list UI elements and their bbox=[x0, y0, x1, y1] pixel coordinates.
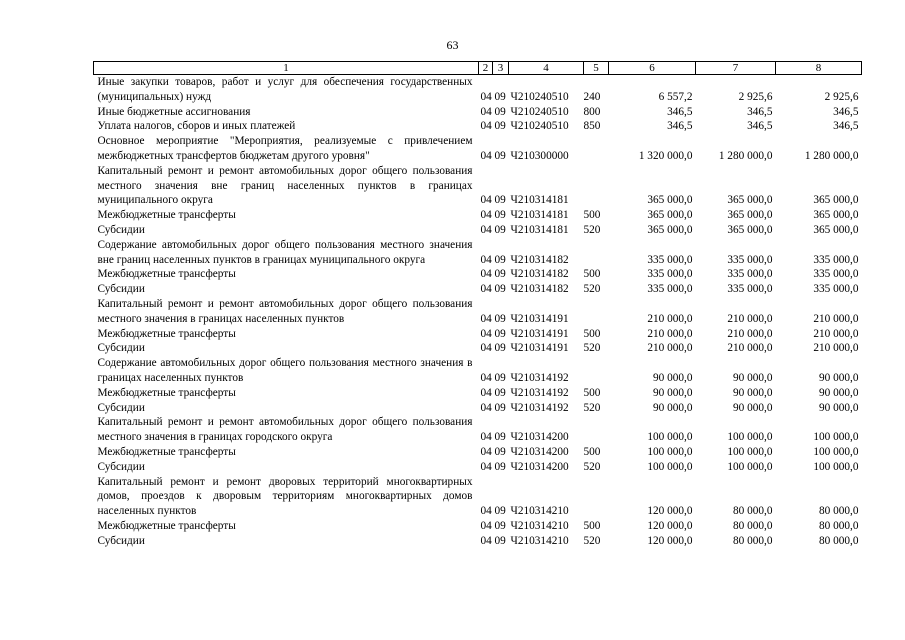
row-expense-type: 520 bbox=[583, 401, 601, 414]
row-subsection: 09 bbox=[494, 342, 506, 355]
table-row bbox=[94, 415, 862, 445]
table-row bbox=[94, 164, 862, 208]
table-row bbox=[94, 460, 862, 475]
row-expense-type: 520 bbox=[583, 223, 601, 236]
row-section: 04 bbox=[480, 401, 492, 414]
row-amount-year-1: 335 000,0 bbox=[647, 268, 693, 281]
row-expense-type bbox=[584, 134, 609, 164]
row-expense-type: 800 bbox=[583, 105, 601, 118]
table-row bbox=[94, 223, 862, 238]
row-name: Субсидии bbox=[97, 401, 145, 414]
row-expense-type bbox=[584, 356, 609, 386]
row-section: 04 bbox=[480, 194, 492, 207]
row-amount-year-2: 365 000,0 bbox=[727, 209, 773, 222]
row-section: 04 bbox=[480, 105, 492, 118]
row-amount-year-3: 346,5 bbox=[833, 120, 859, 133]
row-target-code: Ч210314192 bbox=[510, 386, 569, 399]
row-amount-year-1: 335 000,0 bbox=[647, 253, 693, 266]
table-body bbox=[94, 75, 862, 549]
row-subsection: 09 bbox=[494, 194, 506, 207]
row-target-code: Ч210314182 bbox=[510, 283, 569, 296]
table-row bbox=[94, 75, 862, 105]
row-target-code: Ч210314210 bbox=[510, 534, 569, 547]
table-row bbox=[94, 105, 862, 120]
header-col-5: 5 bbox=[584, 62, 609, 75]
row-amount-year-3: 365 000,0 bbox=[813, 223, 859, 236]
row-section: 04 bbox=[480, 342, 492, 355]
row-amount-year-3: 90 000,0 bbox=[818, 401, 859, 414]
row-target-code: Ч210314181 bbox=[510, 223, 569, 236]
row-subsection: 09 bbox=[494, 268, 506, 281]
row-amount-year-3: 1 280 000,0 bbox=[804, 149, 859, 162]
row-target-code: Ч210314192 bbox=[510, 371, 569, 384]
row-section: 04 bbox=[480, 327, 492, 340]
row-amount-year-1: 100 000,0 bbox=[647, 431, 693, 444]
row-subsection: 09 bbox=[494, 371, 506, 384]
row-subsection: 09 bbox=[494, 534, 506, 547]
row-expense-type: 520 bbox=[583, 283, 601, 296]
row-expense-type: 500 bbox=[583, 209, 601, 222]
row-target-code: Ч210314200 bbox=[510, 445, 569, 458]
row-amount-year-1: 120 000,0 bbox=[647, 519, 693, 532]
row-amount-year-2: 346,5 bbox=[747, 120, 773, 133]
row-target-code: Ч210314191 bbox=[510, 312, 569, 325]
page-number: 63 bbox=[446, 38, 459, 52]
row-name: Межбюджетные трансферты bbox=[97, 386, 236, 399]
row-amount-year-1: 90 000,0 bbox=[652, 371, 693, 384]
row-amount-year-1: 365 000,0 bbox=[647, 209, 693, 222]
row-name: Субсидии bbox=[97, 460, 145, 473]
header-col-7: 7 bbox=[696, 62, 776, 75]
table-row bbox=[94, 519, 862, 534]
row-expense-type: 520 bbox=[583, 460, 601, 473]
table-row bbox=[94, 445, 862, 460]
table-row bbox=[94, 119, 862, 134]
row-amount-year-1: 1 320 000,0 bbox=[638, 149, 693, 162]
row-amount-year-2: 1 280 000,0 bbox=[718, 149, 773, 162]
row-expense-type: 520 bbox=[583, 534, 601, 547]
row-target-code: Ч210314192 bbox=[510, 401, 569, 414]
row-amount-year-1: 335 000,0 bbox=[647, 283, 693, 296]
row-name: Субсидии bbox=[97, 223, 145, 236]
header-col-3: 3 bbox=[493, 62, 509, 75]
row-expense-type: 500 bbox=[583, 386, 601, 399]
row-target-code: Ч210314182 bbox=[510, 268, 569, 281]
row-target-code: Ч210300000 bbox=[510, 149, 569, 162]
row-amount-year-3: 100 000,0 bbox=[813, 460, 859, 473]
row-section: 04 bbox=[480, 519, 492, 532]
row-amount-year-2: 365 000,0 bbox=[727, 223, 773, 236]
header-col-4: 4 bbox=[509, 62, 584, 75]
row-name: Межбюджетные трансферты bbox=[97, 327, 236, 340]
row-amount-year-3: 346,5 bbox=[833, 105, 859, 118]
row-amount-year-2: 80 000,0 bbox=[732, 519, 773, 532]
row-subsection: 09 bbox=[494, 209, 506, 222]
row-name: Капитальный ремонт и ремонт дворовых территорий многоквартирных домов, проездов к дворовым территориям многоквартирных домов населенных пунктов bbox=[97, 475, 473, 518]
row-subsection: 09 bbox=[494, 327, 506, 340]
table-row bbox=[94, 534, 862, 549]
row-subsection: 09 bbox=[494, 401, 506, 414]
row-expense-type: 500 bbox=[583, 327, 601, 340]
row-name: Субсидии bbox=[97, 342, 145, 355]
row-section: 04 bbox=[480, 312, 492, 325]
row-name: Капитальный ремонт и ремонт автомобильных дорог общего пользования местного значения вне границ населенных пунктов в границах муниципального округа bbox=[97, 164, 473, 207]
table-row bbox=[94, 267, 862, 282]
row-section: 04 bbox=[480, 460, 492, 473]
row-amount-year-1: 346,5 bbox=[667, 120, 693, 133]
row-amount-year-3: 80 000,0 bbox=[818, 519, 859, 532]
row-name: Субсидии bbox=[97, 283, 145, 296]
row-amount-year-3: 335 000,0 bbox=[813, 283, 859, 296]
row-expense-type: 500 bbox=[583, 519, 601, 532]
row-section: 04 bbox=[480, 534, 492, 547]
row-subsection: 09 bbox=[494, 90, 506, 103]
row-expense-type: 500 bbox=[583, 445, 601, 458]
row-name: Основное мероприятие "Мероприятия, реализуемые с привлечением межбюджетных трансфертов бюджетам другого уровня" bbox=[97, 135, 473, 162]
row-amount-year-1: 6 557,2 bbox=[658, 90, 693, 103]
row-subsection: 09 bbox=[494, 253, 506, 266]
row-amount-year-3: 90 000,0 bbox=[818, 371, 859, 384]
row-amount-year-1: 365 000,0 bbox=[647, 223, 693, 236]
row-target-code: Ч210314191 bbox=[510, 327, 569, 340]
row-expense-type bbox=[584, 297, 609, 327]
row-amount-year-1: 210 000,0 bbox=[647, 327, 693, 340]
row-amount-year-3: 100 000,0 bbox=[813, 445, 859, 458]
row-section: 04 bbox=[480, 268, 492, 281]
row-section: 04 bbox=[480, 120, 492, 133]
row-amount-year-2: 210 000,0 bbox=[727, 312, 773, 325]
row-subsection: 09 bbox=[494, 386, 506, 399]
row-name: Межбюджетные трансферты bbox=[97, 268, 236, 281]
row-target-code: Ч210314182 bbox=[510, 253, 569, 266]
row-subsection: 09 bbox=[494, 105, 506, 118]
row-amount-year-2: 100 000,0 bbox=[727, 460, 773, 473]
row-section: 04 bbox=[480, 209, 492, 222]
row-amount-year-3: 80 000,0 bbox=[818, 505, 859, 518]
row-name: Иные бюджетные ассигнования bbox=[97, 105, 251, 118]
row-target-code: Ч210240510 bbox=[510, 105, 569, 118]
table-row bbox=[94, 134, 862, 164]
header-col-6: 6 bbox=[609, 62, 696, 75]
row-amount-year-1: 90 000,0 bbox=[652, 386, 693, 399]
row-amount-year-2: 335 000,0 bbox=[727, 253, 773, 266]
row-amount-year-2: 90 000,0 bbox=[732, 386, 773, 399]
row-amount-year-2: 210 000,0 bbox=[727, 327, 773, 340]
row-section: 04 bbox=[480, 505, 492, 518]
row-amount-year-1: 100 000,0 bbox=[647, 460, 693, 473]
row-amount-year-1: 346,5 bbox=[667, 105, 693, 118]
row-amount-year-2: 335 000,0 bbox=[727, 283, 773, 296]
header-col-8: 8 bbox=[776, 62, 862, 75]
row-amount-year-1: 210 000,0 bbox=[647, 312, 693, 325]
row-amount-year-2: 346,5 bbox=[747, 105, 773, 118]
row-amount-year-2: 335 000,0 bbox=[727, 268, 773, 281]
table-row bbox=[94, 401, 862, 416]
row-target-code: Ч210314210 bbox=[510, 505, 569, 518]
row-name: Содержание автомобильных дорог общего пользования местного значения в границах населенных пунктов bbox=[97, 357, 473, 384]
row-amount-year-1: 365 000,0 bbox=[647, 194, 693, 207]
row-target-code: Ч210314200 bbox=[510, 460, 569, 473]
row-amount-year-3: 365 000,0 bbox=[813, 209, 859, 222]
row-amount-year-2: 80 000,0 bbox=[732, 505, 773, 518]
row-amount-year-3: 335 000,0 bbox=[813, 268, 859, 281]
row-name: Содержание автомобильных дорог общего пользования местного значения вне границ населенных пунктов в границах муниципального округа bbox=[97, 238, 473, 266]
row-expense-type bbox=[584, 238, 609, 268]
row-name: Уплата налогов, сборов и иных платежей bbox=[97, 120, 296, 133]
row-name: Иные закупки товаров, работ и услуг для обеспечения государственных (муниципальных) нужд bbox=[97, 76, 473, 103]
row-section: 04 bbox=[480, 386, 492, 399]
table-row bbox=[94, 475, 862, 519]
row-amount-year-3: 90 000,0 bbox=[818, 386, 859, 399]
row-section: 04 bbox=[480, 149, 492, 162]
row-name: Субсидии bbox=[97, 534, 145, 547]
row-amount-year-3: 210 000,0 bbox=[813, 327, 859, 340]
row-amount-year-2: 100 000,0 bbox=[727, 431, 773, 444]
row-expense-type bbox=[584, 475, 609, 519]
budget-table bbox=[93, 61, 862, 549]
row-subsection: 09 bbox=[494, 445, 506, 458]
row-subsection: 09 bbox=[494, 283, 506, 296]
row-expense-type: 520 bbox=[583, 342, 601, 355]
header-col-2: 2 bbox=[479, 62, 493, 75]
row-subsection: 09 bbox=[494, 223, 506, 236]
row-subsection: 09 bbox=[494, 460, 506, 473]
table-row bbox=[94, 386, 862, 401]
row-amount-year-2: 365 000,0 bbox=[727, 194, 773, 207]
table-row bbox=[94, 208, 862, 223]
row-amount-year-1: 210 000,0 bbox=[647, 342, 693, 355]
row-subsection: 09 bbox=[494, 505, 506, 518]
row-amount-year-3: 80 000,0 bbox=[818, 534, 859, 547]
row-name: Капитальный ремонт и ремонт автомобильных дорог общего пользования местного значения в границах городского округа bbox=[97, 416, 473, 444]
row-amount-year-2: 210 000,0 bbox=[727, 342, 773, 355]
row-amount-year-2: 80 000,0 bbox=[732, 534, 773, 547]
row-expense-type: 240 bbox=[583, 90, 601, 103]
row-amount-year-3: 100 000,0 bbox=[813, 431, 859, 444]
row-amount-year-3: 210 000,0 bbox=[813, 342, 859, 355]
row-expense-type bbox=[584, 164, 609, 208]
table-row bbox=[94, 297, 862, 327]
row-name: Межбюджетные трансферты bbox=[97, 519, 236, 532]
row-subsection: 09 bbox=[494, 120, 506, 133]
row-amount-year-2: 90 000,0 bbox=[732, 401, 773, 414]
row-amount-year-3: 365 000,0 bbox=[813, 194, 859, 207]
row-section: 04 bbox=[480, 90, 492, 103]
row-target-code: Ч210240510 bbox=[510, 90, 569, 103]
row-expense-type: 850 bbox=[583, 120, 601, 133]
row-name: Межбюджетные трансферты bbox=[97, 445, 236, 458]
row-amount-year-2: 90 000,0 bbox=[732, 371, 773, 384]
row-section: 04 bbox=[480, 431, 492, 444]
row-amount-year-1: 100 000,0 bbox=[647, 445, 693, 458]
row-amount-year-2: 2 925,6 bbox=[738, 90, 773, 103]
row-target-code: Ч210314181 bbox=[510, 194, 569, 207]
row-section: 04 bbox=[480, 253, 492, 266]
row-subsection: 09 bbox=[494, 149, 506, 162]
row-section: 04 bbox=[480, 445, 492, 458]
row-amount-year-3: 2 925,6 bbox=[824, 90, 859, 103]
row-subsection: 09 bbox=[494, 312, 506, 325]
row-subsection: 09 bbox=[494, 519, 506, 532]
row-subsection: 09 bbox=[494, 431, 506, 444]
row-amount-year-3: 335 000,0 bbox=[813, 253, 859, 266]
row-target-code: Ч210314210 bbox=[510, 519, 569, 532]
row-target-code: Ч210240510 bbox=[510, 120, 569, 133]
row-amount-year-1: 120 000,0 bbox=[647, 534, 693, 547]
row-amount-year-3: 210 000,0 bbox=[813, 312, 859, 325]
row-expense-type: 500 bbox=[583, 268, 601, 281]
row-expense-type bbox=[584, 415, 609, 445]
row-section: 04 bbox=[480, 283, 492, 296]
row-target-code: Ч210314181 bbox=[510, 209, 569, 222]
table-row bbox=[94, 327, 862, 342]
row-target-code: Ч210314200 bbox=[510, 431, 569, 444]
row-name: Межбюджетные трансферты bbox=[97, 209, 236, 222]
table-row bbox=[94, 341, 862, 356]
table-row bbox=[94, 282, 862, 297]
table-header bbox=[94, 62, 862, 75]
row-amount-year-2: 100 000,0 bbox=[727, 445, 773, 458]
row-name: Капитальный ремонт и ремонт автомобильных дорог общего пользования местного значения в границах населенных пунктов bbox=[97, 297, 473, 325]
row-amount-year-1: 120 000,0 bbox=[647, 505, 693, 518]
row-target-code: Ч210314191 bbox=[510, 342, 569, 355]
table-row bbox=[94, 238, 862, 268]
table-row bbox=[94, 356, 862, 386]
row-section: 04 bbox=[480, 223, 492, 236]
header-row bbox=[94, 62, 862, 75]
header-col-1: 1 bbox=[94, 62, 479, 75]
row-amount-year-1: 90 000,0 bbox=[652, 401, 693, 414]
row-section: 04 bbox=[480, 371, 492, 384]
